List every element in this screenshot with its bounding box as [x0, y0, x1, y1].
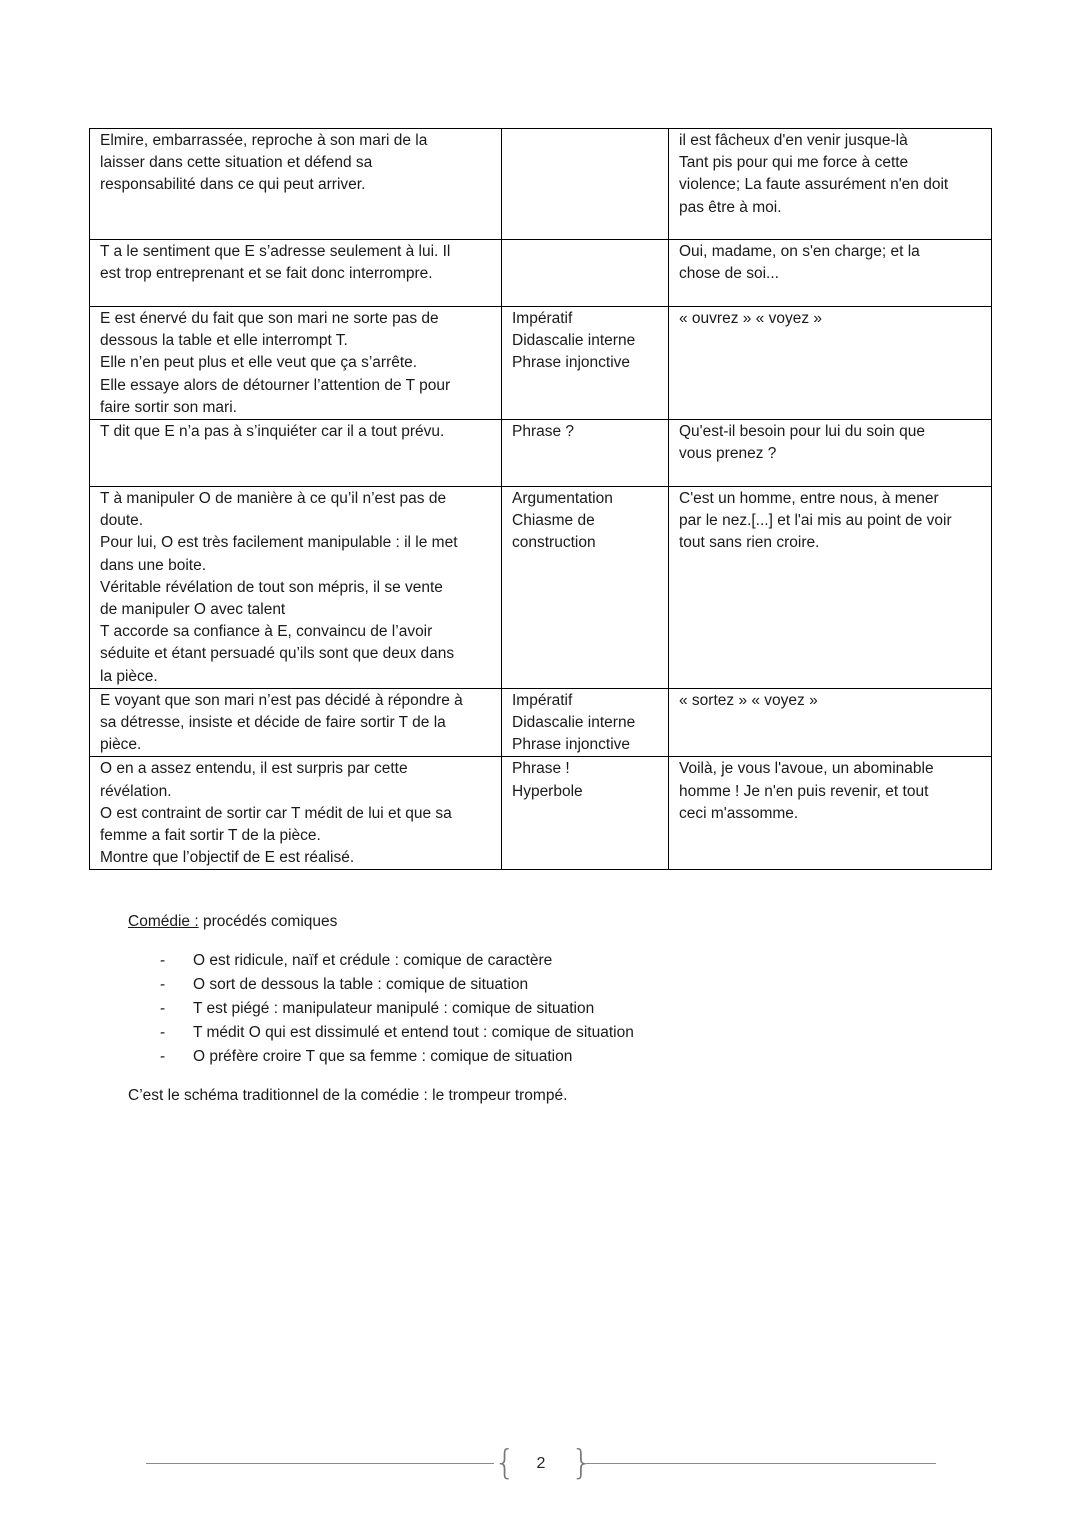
explanation-cell [90, 420, 502, 487]
list-item [128, 997, 1028, 1021]
bullet-dash: - [160, 952, 166, 970]
cell-line: construction [512, 534, 596, 552]
cell-line: séduite et étant persuadé qu’ils sont que deux dans [100, 645, 455, 663]
comedie-title: Comédie : [128, 913, 199, 930]
cell-line: Impératif [512, 691, 573, 709]
list-item-text: T médit O qui est dissimulé et entend tout : comique de situation [193, 1024, 634, 1042]
cell-line: doute. [100, 512, 144, 530]
bullet-dash: - [160, 976, 166, 994]
cell-line: Chiasme de [512, 512, 595, 530]
footer-rule-right [586, 1463, 936, 1464]
cell-line: ceci m'assomme. [679, 804, 799, 822]
citation-cell [669, 487, 992, 689]
cell-line: laisser dans cette situation et défend sa [100, 154, 373, 172]
conclusion-text: C’est le schéma traditionnel de la comédie : le trompeur trompé. [128, 1087, 568, 1105]
cell-line: Pour lui, O est très facilement manipulable : il le met [100, 534, 458, 552]
cell-line: sa détresse, insiste et décide de faire sortir T de la [100, 714, 446, 732]
left-brace-icon: { [494, 1443, 516, 1483]
cell-line: Phrase ! [512, 760, 570, 778]
cell-line: homme ! Je n'en puis revenir, et tout [679, 782, 929, 800]
cell-line: Phrase injonctive [512, 736, 631, 754]
cell-line: Didascalie interne [512, 332, 636, 350]
cell-line: Voilà, je vous l'avoue, un abominable [679, 760, 934, 778]
procedes-cell [502, 129, 669, 240]
explanation-cell [90, 129, 502, 240]
page-number: 2 [536, 1455, 546, 1472]
list-item [128, 1045, 1028, 1069]
cell-line: Hyperbole [512, 782, 583, 800]
cell-line: Phrase ? [512, 423, 575, 441]
procedes-cell [502, 240, 669, 307]
procedes-cell [502, 757, 669, 870]
cell-line: vous prenez ? [679, 445, 777, 463]
cell-line: pièce. [100, 736, 142, 754]
comedie-section [128, 911, 1028, 1107]
citation-cell [669, 420, 992, 487]
cell-line: la pièce. [100, 667, 158, 685]
bullet-dash: - [160, 1000, 166, 1018]
comic-devices-list [128, 949, 1028, 1069]
cell-line: Elle n’en peut plus et elle veut que ça s’arrête. [100, 354, 418, 372]
procedes-cell [502, 307, 669, 420]
explanation-cell [90, 240, 502, 307]
citation-cell [669, 307, 992, 420]
explanation-cell [90, 757, 502, 870]
cell-line: « sortez » « voyez » [679, 691, 818, 709]
list-item-text: T est piégé : manipulateur manipulé : comique de situation [193, 1000, 595, 1018]
procedes-cell [502, 420, 669, 487]
citation-cell [669, 129, 992, 240]
page-footer [146, 1443, 936, 1483]
cell-line: violence; La faute assurément n'en doit [679, 176, 949, 194]
cell-line: T dit que E n’a pas à s’inquiéter car il a tout prévu. [100, 423, 445, 441]
procedes-cell [502, 688, 669, 757]
list-item [128, 973, 1028, 997]
citation-cell [669, 757, 992, 870]
cell-line: C'est un homme, entre nous, à mener [679, 490, 939, 508]
cell-line: O en a assez entendu, il est surpris par cette [100, 760, 408, 778]
table-row [90, 688, 992, 757]
cell-line: Elle essaye alors de détourner l’attention de T pour [100, 376, 451, 394]
explanation-cell [90, 307, 502, 420]
cell-line: O est contraint de sortir car T médit de lui et que sa [100, 804, 452, 822]
analysis-table [89, 128, 992, 870]
bullet-dash: - [160, 1024, 166, 1042]
cell-line: par le nez.[...] et l'ai mis au point de voir [679, 512, 952, 530]
cell-line: Elmire, embarrassée, reproche à son mari de la [100, 132, 428, 149]
footer-rule-left [146, 1463, 494, 1464]
cell-line: Didascalie interne [512, 714, 636, 732]
citation-cell [669, 688, 992, 757]
table-row [90, 487, 992, 689]
comedie-subtitle: procédés comiques [198, 913, 338, 930]
bullet-dash: - [160, 1048, 166, 1066]
cell-line: tout sans rien croire. [679, 534, 820, 552]
cell-line: T à manipuler O de manière à ce qu’il n’est pas de [100, 490, 447, 508]
list-item-text: O préfère croire T que sa femme : comique de situation [193, 1048, 573, 1066]
cell-line: pas être à moi. [679, 198, 782, 216]
cell-line: Argumentation [512, 490, 613, 508]
list-item-text: O sort de dessous la table : comique de situation [193, 976, 529, 994]
cell-line: de manipuler O avec talent [100, 601, 286, 619]
cell-line: Véritable révélation de tout son mépris, il se vente [100, 578, 443, 596]
cell-line: est trop entreprenant et se fait donc interrompre. [100, 265, 433, 283]
cell-line: Tant pis pour qui me force à cette [679, 154, 909, 172]
cell-line: dessous la table et elle interrompt T. [100, 332, 348, 350]
explanation-cell [90, 688, 502, 757]
cell-line: il est fâcheux d'en venir jusque-là [679, 132, 908, 149]
cell-line: Oui, madame, on s'en charge; et la [679, 243, 920, 260]
cell-line: « ouvrez » « voyez » [679, 310, 823, 327]
cell-line: dans une boite. [100, 556, 207, 574]
table-row [90, 757, 992, 870]
comedie-heading [128, 911, 1028, 933]
table-row [90, 307, 992, 420]
list-item [128, 949, 1028, 973]
cell-line: Phrase injonctive [512, 354, 631, 372]
table-row [90, 420, 992, 487]
analysis-table-body [90, 129, 992, 870]
cell-line: faire sortir son mari. [100, 398, 237, 416]
cell-line: T a le sentiment que E s’adresse seulement à lui. Il [100, 243, 451, 260]
list-item-text: O est ridicule, naïf et crédule : comique de caractère [193, 952, 553, 970]
cell-line: Montre que l’objectif de E est réalisé. [100, 849, 355, 867]
cell-line: responsabilité dans ce qui peut arriver. [100, 176, 366, 194]
cell-line: T accorde sa confiance à E, convaincu de l’avoir [100, 623, 433, 641]
cell-line: femme a fait sortir T de la pièce. [100, 827, 321, 845]
cell-line: E voyant que son mari n’est pas décidé à répondre à [100, 691, 463, 709]
table-row [90, 129, 992, 240]
cell-line: chose de soi... [679, 265, 779, 283]
table-row [90, 240, 992, 307]
cell-line: révélation. [100, 782, 172, 800]
cell-line: Qu'est-il besoin pour lui du soin que [679, 423, 925, 441]
citation-cell [669, 240, 992, 307]
procedes-cell [502, 487, 669, 689]
cell-line: E est énervé du fait que son mari ne sorte pas de [100, 310, 439, 327]
right-brace-icon: } [571, 1443, 593, 1483]
explanation-cell [90, 487, 502, 689]
list-item [128, 1021, 1028, 1045]
cell-line: Impératif [512, 310, 573, 327]
